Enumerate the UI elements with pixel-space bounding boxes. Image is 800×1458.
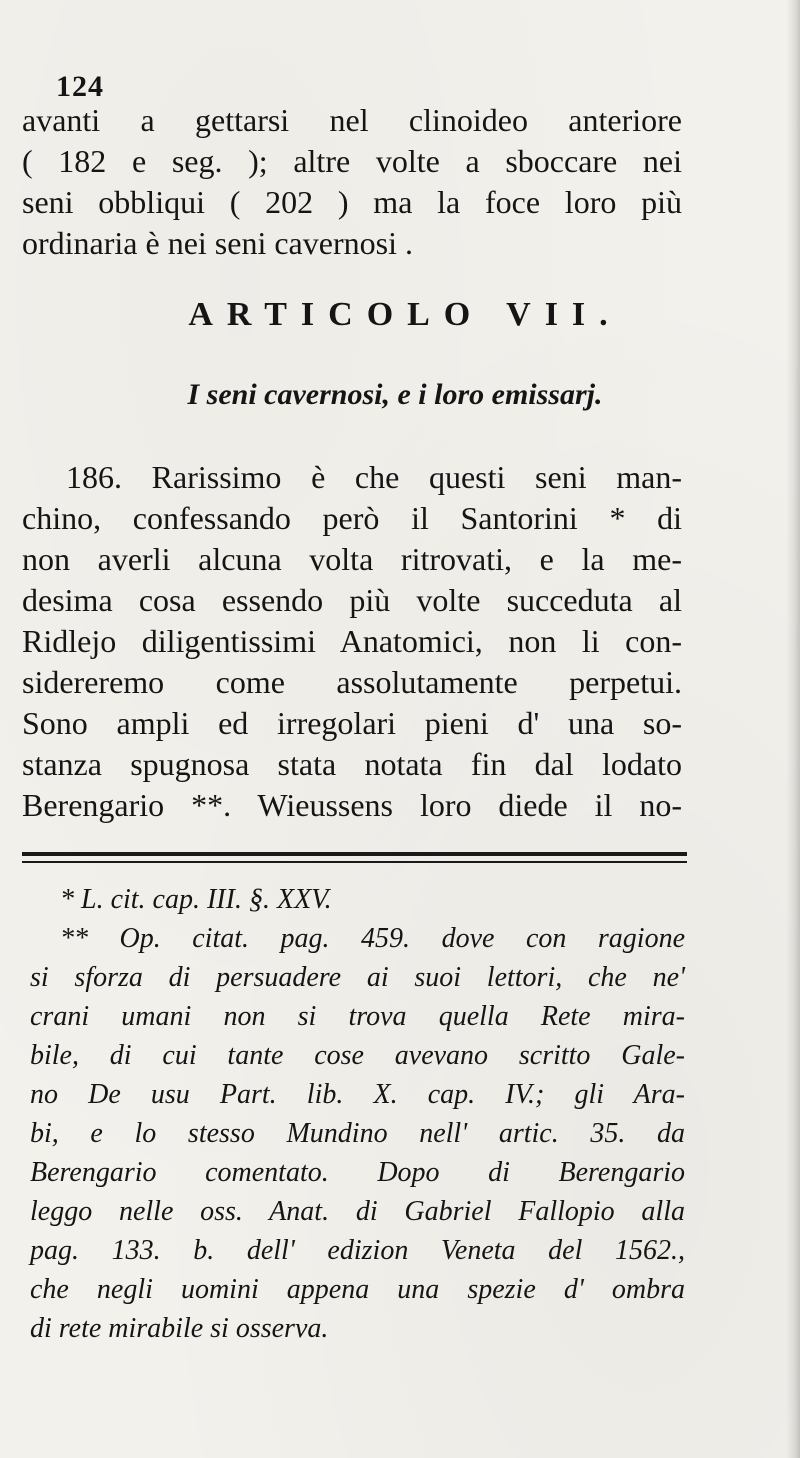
text-line: sidereremo come assolutamente perpetui.	[22, 664, 682, 700]
footnote-line: pag. 133. b. dell' edizion Veneta del 1562.,	[30, 1235, 685, 1266]
footnote-line: crani umani non si trova quella Rete mira-	[30, 1001, 685, 1032]
footnote-line: bile, di cui tante cose avevano scritto Gale-	[30, 1040, 685, 1071]
paragraph-186	[22, 457, 682, 826]
page-edge-shadow	[786, 0, 800, 1458]
text-line: stanza spugnosa stata notata fin dal lodato	[22, 746, 682, 782]
text-line: ( 182 e seg. ); altre volte a sboccare nei	[22, 143, 682, 179]
text-line: Sono ampli ed irregolari pieni d' una so-	[22, 705, 682, 741]
text-line: avanti a gettarsi nel clinoideo anteriore	[22, 102, 682, 138]
text-line: ordinaria è nei seni cavernosi .	[22, 225, 413, 261]
article-subheading: I seni cavernosi, e i loro emissarj.	[187, 378, 603, 411]
text-line: desima cosa essendo più volte succeduta al	[22, 582, 682, 618]
footnote-divider-thin	[22, 861, 687, 863]
footnote-line: ** Op. citat. pag. 459. dove con ragione	[60, 923, 685, 954]
footnote-line: che negli uomini appena una spezie d' ombra	[30, 1274, 685, 1305]
text-line: Ridlejo diligentissimi Anatomici, non li con-	[22, 623, 682, 659]
footnote-line: Berengario comentato. Dopo di Berengario	[30, 1157, 685, 1188]
footnote-line: * L. cit. cap. III. §. XXV.	[60, 884, 332, 915]
article-heading: ARTICOLO VII.	[188, 296, 622, 333]
intro-text	[22, 100, 682, 264]
footnote-line: si sforza di persuadere ai suoi lettori, che ne'	[30, 962, 685, 993]
text-line: 186. Rarissimo è che questi seni man-	[66, 459, 682, 495]
footnote-line: no De usu Part. lib. X. cap. IV.; gli Ara-	[30, 1079, 685, 1110]
footnote-line: di rete mirabile si osserva.	[30, 1313, 329, 1344]
text-line: Berengario **. Wieussens loro diede il no-	[22, 787, 682, 823]
footnote-line: bi, e lo stesso Mundino nell' artic. 35. da	[30, 1118, 685, 1149]
footnotes	[30, 880, 685, 1348]
page-number: 124	[56, 70, 104, 103]
text-line: non averli alcuna volta ritrovati, e la me-	[22, 541, 682, 577]
text-line: seni obbliqui ( 202 ) ma la foce loro più	[22, 184, 682, 220]
text-line: chino, confessando però il Santorini * di	[22, 500, 682, 536]
footnote-line: leggo nelle oss. Anat. di Gabriel Fallopio alla	[30, 1196, 685, 1227]
footnote-divider	[22, 852, 687, 856]
